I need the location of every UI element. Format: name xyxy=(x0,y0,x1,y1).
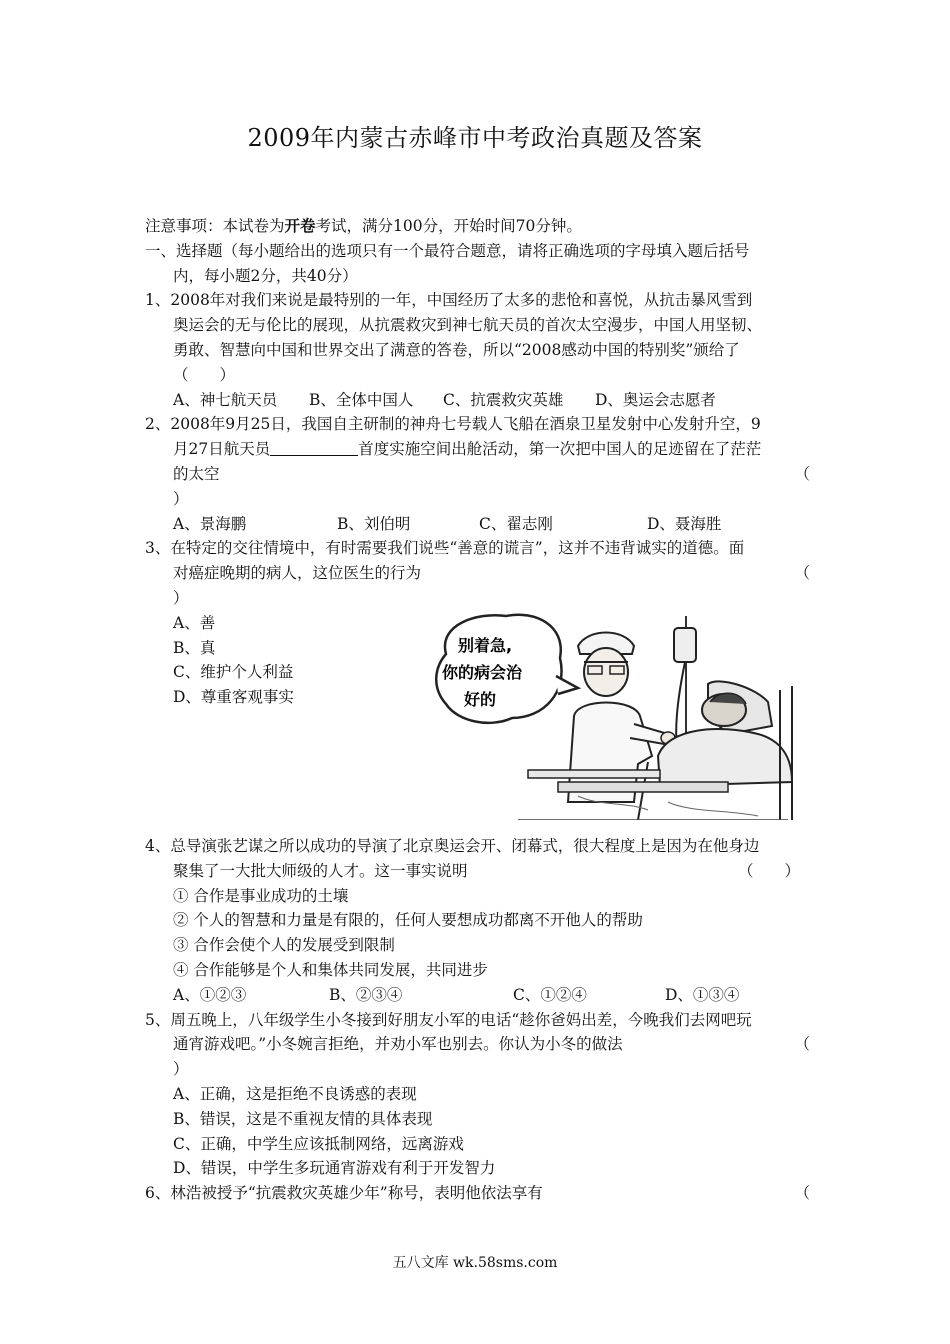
q4-line xyxy=(145,859,810,884)
q1-line: 奥运会的无与伦比的展现，从抗震救灾到神七航天员的首次太空漫步，中国人用坚韧、 xyxy=(173,316,763,335)
q4-line: 4、总导演张艺谋之所以成功的导演了北京奥运会开、闭幕式，很大程度上是因为在他身边 xyxy=(145,836,760,855)
q4-statement: ③ 合作会使个人的发展受到限制 xyxy=(173,936,395,955)
doctor-patient-illustration xyxy=(428,606,800,820)
q1-line: 1、2008年对我们来说是最特别的一年，中国经历了太多的悲怆和喜悦，从抗击暴风雪到 xyxy=(145,291,753,310)
q5-line xyxy=(145,1032,810,1057)
q5-option-c: C、正确，中学生应该抵制网络，远离游戏 xyxy=(173,1134,464,1153)
q4-paren: （ ） xyxy=(737,861,800,880)
q2-paren-open: （ xyxy=(794,464,810,483)
notice-bold: 开卷 xyxy=(284,216,316,235)
section-heading-cont: 内，每小题2分，共40分） xyxy=(173,266,358,285)
q1-options xyxy=(145,388,810,413)
q4-statement: ① 合作是事业成功的土壤 xyxy=(173,886,349,905)
q4-option-a: A、①②③ xyxy=(173,985,247,1004)
q2-text: 首度实施空间出舱活动，第一次把中国人的足迹留在了茫茫 xyxy=(358,440,762,459)
q3-line xyxy=(145,561,810,586)
q3-option-d: D、尊重客观事实 xyxy=(173,688,294,707)
illustration-svg xyxy=(428,606,800,820)
q2-line xyxy=(145,462,810,487)
q3-option-b: B、真 xyxy=(173,638,216,657)
q5-option-b: B、错误，这是不重视友情的具体表现 xyxy=(173,1109,433,1128)
q1-option-c: C、抗震救灾英雄 xyxy=(443,390,564,409)
q4-statement: ② 个人的智慧和力量是有限的，任何人要想成功都离不开他人的帮助 xyxy=(173,911,643,930)
footer-watermark: 五八文库 wk.58sms.com xyxy=(392,1255,558,1271)
q2-paren-close: ） xyxy=(173,489,189,508)
q1-option-d: D、奥运会志愿者 xyxy=(595,390,716,409)
q2-line xyxy=(145,437,810,462)
q2-option-b: B、刘伯明 xyxy=(337,514,411,533)
bubble-line-2: 你的病会治 xyxy=(442,663,523,682)
q5-option-a: A、正确，这是拒绝不良诱惑的表现 xyxy=(173,1084,417,1103)
notice-prefix: 注意事项：本试卷为 xyxy=(145,217,285,235)
q2-fill-blank xyxy=(270,439,358,456)
iv-bag xyxy=(674,628,696,662)
q2-option-d: D、聂海胜 xyxy=(647,514,722,533)
q2-line: 2、2008年9月25日，我国自主研制的神舟七号载人飞船在酒泉卫星发射中心发射升空，9 xyxy=(145,415,761,434)
q4-option-d: D、①③④ xyxy=(665,985,740,1004)
q4-statement: ④ 合作能够是个人和集体共同发展，共同进步 xyxy=(173,960,488,979)
notice-suffix: 考试，满分100分，开始时间70分钟。 xyxy=(315,217,582,235)
q5-text: 通宵游戏吧。”小冬婉言拒绝，并劝小军也别去。你认为小冬的做法 xyxy=(173,1035,623,1054)
q6-line xyxy=(145,1181,810,1206)
notice-line xyxy=(145,214,810,239)
q4-options xyxy=(145,983,810,1008)
q5-paren-close: ） xyxy=(173,1060,189,1079)
q3-paren-open: （ xyxy=(794,564,810,583)
q1-option-b: B、全体中国人 xyxy=(309,390,414,409)
q2-options xyxy=(145,512,810,537)
q3-option-a: A、善 xyxy=(173,613,216,632)
section-heading: 一、选择题（每小题给出的选项只有一个最符合题意，请将正确选项的字母填入题后括号 xyxy=(145,241,750,260)
page-title: 2009年内蒙古赤峰市中考政治真题及答案 xyxy=(247,124,703,152)
bubble-line-3: 好的 xyxy=(464,690,497,709)
q4-text: 聚集了一大批大师级的人才。这一事实说明 xyxy=(173,861,468,880)
q2-text: 月27日航天员 xyxy=(173,440,271,459)
q6-paren-open: （ xyxy=(794,1184,810,1203)
q2-option-a: A、景海鹏 xyxy=(173,514,247,533)
q3-option-c: C、维护个人利益 xyxy=(173,663,294,682)
q3-paren-close: ） xyxy=(173,588,189,607)
q4-option-b: B、②③④ xyxy=(329,985,403,1004)
bubble-line-1: 别着急, xyxy=(458,636,513,655)
q5-paren-open: （ xyxy=(794,1035,810,1054)
q1-line: 勇敢、智慧向中国和世界交出了满意的答卷，所以“2008感动中国的特别奖”颁给了 xyxy=(173,340,740,359)
q2-option-c: C、翟志刚 xyxy=(479,514,553,533)
q3-line: 3、在特定的交往情境中，有时需要我们说些“善意的谎言”，这并不违背诚实的道德。面 xyxy=(145,539,745,558)
q3-text: 对癌症晚期的病人，这位医生的行为 xyxy=(173,564,422,583)
q1-answer-paren: （ ） xyxy=(173,365,236,384)
q1-option-a: A、神七航天员 xyxy=(173,390,278,409)
patient-bed xyxy=(518,681,792,820)
q5-line: 5、周五晚上，八年级学生小冬接到好朋友小军的电话“趁你爸妈出差，今晚我们去网吧玩 xyxy=(145,1010,752,1029)
q2-text: 的太空 xyxy=(173,464,220,483)
q6-text: 6、林浩被授予“抗震救灾英雄少年”称号，表明他依法享有 xyxy=(145,1184,543,1203)
speech-bubble-tail xyxy=(556,676,578,694)
q4-option-c: C、①②④ xyxy=(513,985,587,1004)
q5-option-d: D、错误，中学生多玩通宵游戏有利于开发智力 xyxy=(173,1159,496,1178)
